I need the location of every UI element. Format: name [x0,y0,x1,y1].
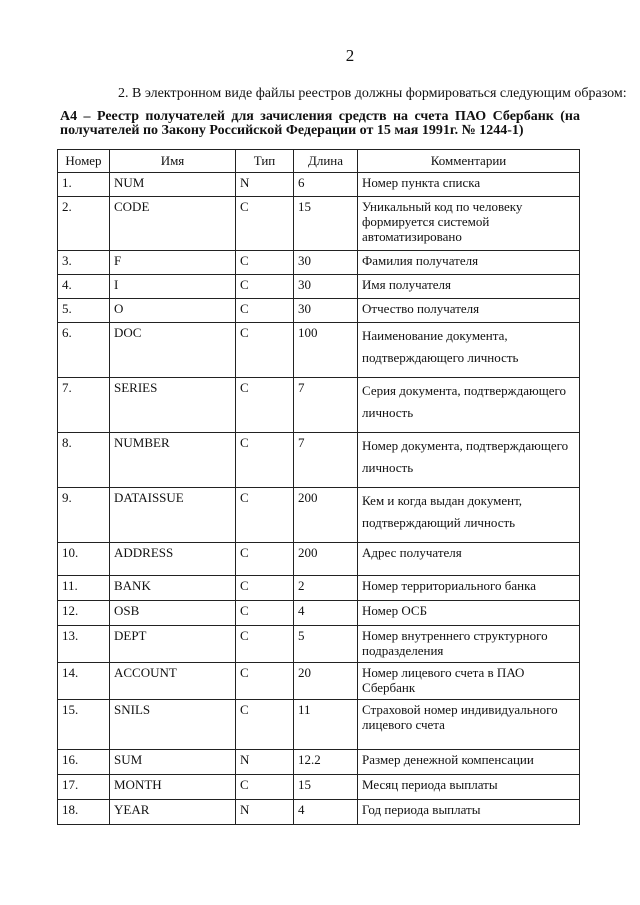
row-name: I [110,275,236,299]
row-type: C [236,299,294,323]
table-row [58,488,580,543]
row-length: 4 [294,800,358,825]
table-row [58,323,580,378]
row-number: 15. [58,700,110,750]
row-number: 11. [58,576,110,601]
page-number: 2 [345,46,355,65]
row-number: 13. [58,626,110,663]
table-row [58,275,580,299]
table-row [58,750,580,775]
row-number: 16. [58,750,110,775]
row-number: 18. [58,800,110,825]
row-type: C [236,601,294,626]
row-type: C [236,323,294,378]
table-header-row [58,150,580,173]
row-name: NUM [110,173,236,197]
row-length: 30 [294,275,358,299]
row-length: 12.2 [294,750,358,775]
table-row [58,626,580,663]
row-comment: Номер ОСБ [358,601,580,626]
row-name: DEPT [110,626,236,663]
row-length: 200 [294,543,358,576]
table-row [58,251,580,275]
row-comment: Уникальный код по человеку формируется системой автоматизировано [358,197,580,251]
row-comment: Номер документа, подтверждающего личность [358,433,580,488]
table-row [58,601,580,626]
row-length: 11 [294,700,358,750]
row-length: 20 [294,663,358,700]
row-name: DOC [110,323,236,378]
header-name: Имя [110,150,236,173]
table-row [58,173,580,197]
section-heading: А4 – Реестр получателей для зачисления средств на счета ПАО Сбербанк (на получателей по Закону Российской Федерации от 15 мая 1991г. № 1244-1) [60,109,580,138]
row-comment: Наименование документа, подтверждающего личность [358,323,580,378]
row-length: 7 [294,378,358,433]
table-row [58,543,580,576]
row-name: O [110,299,236,323]
header-comments: Комментарии [358,150,580,173]
row-type: N [236,173,294,197]
row-number: 5. [58,299,110,323]
header-length: Длина [294,150,358,173]
row-comment: Серия документа, подтверждающего личность [358,378,580,433]
row-type: C [236,433,294,488]
row-name: ACCOUNT [110,663,236,700]
row-name: BANK [110,576,236,601]
row-type: C [236,576,294,601]
row-name: MONTH [110,775,236,800]
row-name: NUMBER [110,433,236,488]
row-comment: Имя получателя [358,275,580,299]
row-type: C [236,275,294,299]
table-row [58,299,580,323]
row-number: 2. [58,197,110,251]
row-type: C [236,543,294,576]
row-number: 3. [58,251,110,275]
row-comment: Адрес получателя [358,543,580,576]
row-type: N [236,800,294,825]
table-row [58,800,580,825]
row-name: YEAR [110,800,236,825]
header-type: Тип [236,150,294,173]
row-length: 100 [294,323,358,378]
row-name: SNILS [110,700,236,750]
row-length: 30 [294,299,358,323]
row-name: DATAISSUE [110,488,236,543]
row-comment: Номер территориального банка [358,576,580,601]
header-number: Номер [58,150,110,173]
row-comment: Кем и когда выдан документ, подтверждающий личность [358,488,580,543]
row-length: 7 [294,433,358,488]
table-row [58,700,580,750]
table-row [58,378,580,433]
row-length: 15 [294,197,358,251]
row-comment: Номер лицевого счета в ПАО Сбербанк [358,663,580,700]
table-row [58,433,580,488]
row-type: C [236,251,294,275]
row-number: 12. [58,601,110,626]
row-number: 6. [58,323,110,378]
row-length: 2 [294,576,358,601]
table-row [58,576,580,601]
row-type: C [236,197,294,251]
row-type: N [236,750,294,775]
row-type: C [236,488,294,543]
row-length: 15 [294,775,358,800]
row-name: OSB [110,601,236,626]
row-number: 1. [58,173,110,197]
row-comment: Страховой номер индивидуального лицевого счета [358,700,580,750]
row-type: C [236,775,294,800]
row-number: 8. [58,433,110,488]
row-number: 17. [58,775,110,800]
row-number: 10. [58,543,110,576]
table-row [58,775,580,800]
row-length: 5 [294,626,358,663]
row-length: 4 [294,601,358,626]
row-type: C [236,378,294,433]
row-type: C [236,626,294,663]
row-name: ADDRESS [110,543,236,576]
row-comment: Фамилия получателя [358,251,580,275]
row-number: 7. [58,378,110,433]
row-name: SERIES [110,378,236,433]
row-length: 6 [294,173,358,197]
row-length: 200 [294,488,358,543]
table-row [58,197,580,251]
row-comment: Номер внутреннего структурного подразделения [358,626,580,663]
row-comment: Год периода выплаты [358,800,580,825]
row-name: F [110,251,236,275]
row-comment: Номер пункта списка [358,173,580,197]
intro-text: 2. В электронном виде файлы реестров должны формироваться следующим образом: [118,86,627,101]
row-type: C [236,663,294,700]
row-name: SUM [110,750,236,775]
row-length: 30 [294,251,358,275]
row-type: C [236,700,294,750]
registry-table [57,149,580,825]
row-name: CODE [110,197,236,251]
row-number: 14. [58,663,110,700]
table-row [58,663,580,700]
row-number: 9. [58,488,110,543]
row-number: 4. [58,275,110,299]
row-comment: Размер денежной компенсации [358,750,580,775]
row-comment: Месяц периода выплаты [358,775,580,800]
row-comment: Отчество получателя [358,299,580,323]
